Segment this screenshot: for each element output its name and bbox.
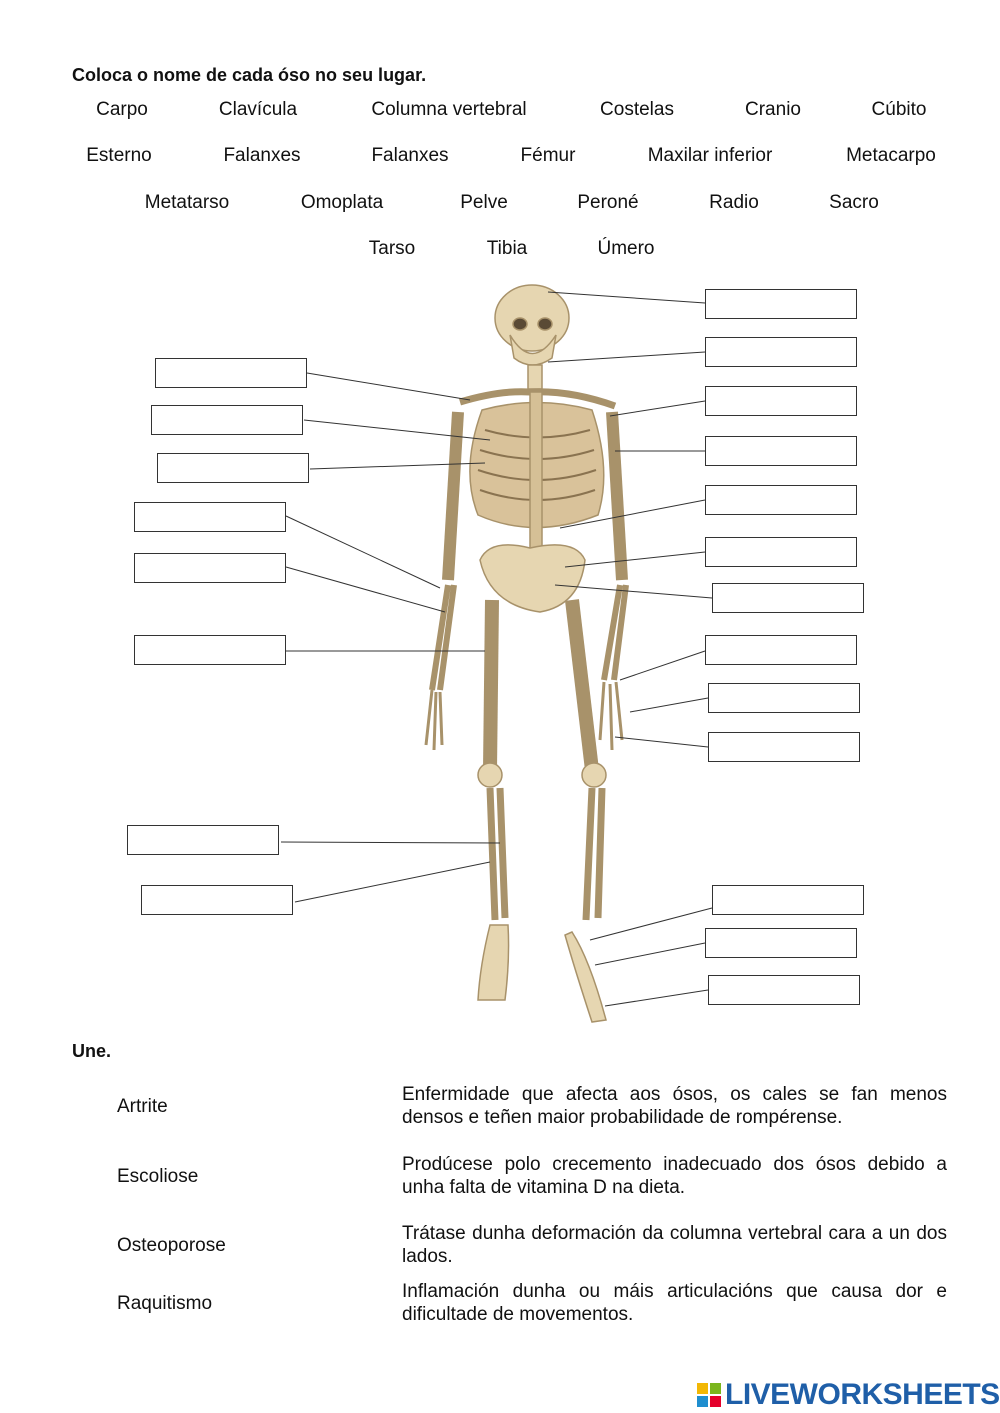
answer-box-r4[interactable] bbox=[705, 436, 857, 466]
answer-box-l1[interactable] bbox=[155, 358, 307, 388]
answer-box-r5[interactable] bbox=[705, 485, 857, 515]
word-tarso[interactable]: Tarso bbox=[368, 238, 416, 259]
term-escoliose[interactable]: Escoliose bbox=[117, 1166, 199, 1187]
word-esterno[interactable]: Esterno bbox=[86, 145, 152, 166]
answer-box-r7[interactable] bbox=[712, 583, 864, 613]
liveworksheets-logo bbox=[697, 1378, 1000, 1412]
word-femur[interactable]: Fémur bbox=[520, 145, 576, 166]
word-columna-vertebral[interactable]: Columna vertebral bbox=[371, 99, 527, 120]
word-umero[interactable]: Úmero bbox=[597, 238, 655, 259]
definition-2[interactable]: Prodúcese polo crecemento inadecuado dos ósos debido a unha falta de vitamina D na dieta. bbox=[402, 1154, 947, 1198]
word-omoplata[interactable]: Omoplata bbox=[300, 192, 384, 213]
word-carpo[interactable]: Carpo bbox=[96, 99, 148, 120]
word-falanxes-2[interactable]: Falanxes bbox=[371, 145, 449, 166]
definition-1[interactable]: Enfermidade que afecta aos ósos, os cales se fan menos densos e teñen maior probabilidade de rompérense. bbox=[402, 1084, 947, 1128]
term-artrite[interactable]: Artrite bbox=[117, 1096, 168, 1117]
answer-box-l3[interactable] bbox=[157, 453, 309, 483]
term-osteoporose[interactable]: Osteoporose bbox=[117, 1235, 226, 1256]
answer-box-r9[interactable] bbox=[708, 683, 860, 713]
term-raquitismo[interactable]: Raquitismo bbox=[117, 1293, 213, 1314]
word-radio[interactable]: Radio bbox=[709, 192, 759, 213]
answer-box-l5[interactable] bbox=[134, 553, 286, 583]
word-perone[interactable]: Peroné bbox=[577, 192, 639, 213]
answer-box-l2[interactable] bbox=[151, 405, 303, 435]
logo-grid-icon bbox=[697, 1383, 721, 1407]
word-cranio[interactable]: Cranio bbox=[745, 99, 801, 120]
word-metatarso[interactable]: Metatarso bbox=[144, 192, 230, 213]
word-metacarpo[interactable]: Metacarpo bbox=[846, 145, 936, 166]
skeleton-illustration bbox=[426, 285, 626, 1022]
answer-box-r8[interactable] bbox=[705, 635, 857, 665]
exercise1-title: Coloca o nome de cada óso no seu lugar. bbox=[72, 65, 427, 85]
answer-box-r12[interactable] bbox=[705, 928, 857, 958]
answer-box-r13[interactable] bbox=[708, 975, 860, 1005]
answer-box-r3[interactable] bbox=[705, 386, 857, 416]
answer-box-r11[interactable] bbox=[712, 885, 864, 915]
word-tibia[interactable]: Tibia bbox=[486, 238, 528, 259]
answer-box-l4[interactable] bbox=[134, 502, 286, 532]
word-pelve[interactable]: Pelve bbox=[460, 192, 508, 213]
answer-box-r2[interactable] bbox=[705, 337, 857, 367]
answer-box-l8[interactable] bbox=[141, 885, 293, 915]
word-maxilar-inferior[interactable]: Maxilar inferior bbox=[647, 145, 773, 166]
word-cubito[interactable]: Cúbito bbox=[871, 99, 927, 120]
definition-3[interactable]: Trátase dunha deformación da columna vertebral cara a un dos lados. bbox=[402, 1223, 947, 1267]
answer-box-r6[interactable] bbox=[705, 537, 857, 567]
answer-box-l6[interactable] bbox=[134, 635, 286, 665]
word-costelas[interactable]: Costelas bbox=[600, 99, 674, 120]
answer-box-r10[interactable] bbox=[708, 732, 860, 762]
logo-text: LIVEWORKSHEETS bbox=[725, 1378, 1000, 1411]
word-falanxes-1[interactable]: Falanxes bbox=[223, 145, 301, 166]
word-sacro[interactable]: Sacro bbox=[829, 192, 879, 213]
answer-box-l7[interactable] bbox=[127, 825, 279, 855]
exercise2-title: Une. bbox=[72, 1041, 112, 1061]
answer-box-r1[interactable] bbox=[705, 289, 857, 319]
word-clavicula[interactable]: Clavícula bbox=[218, 99, 298, 120]
definition-4[interactable]: Inflamación dunha ou máis articulacións que causa dor e dificultade de movementos. bbox=[402, 1281, 947, 1325]
